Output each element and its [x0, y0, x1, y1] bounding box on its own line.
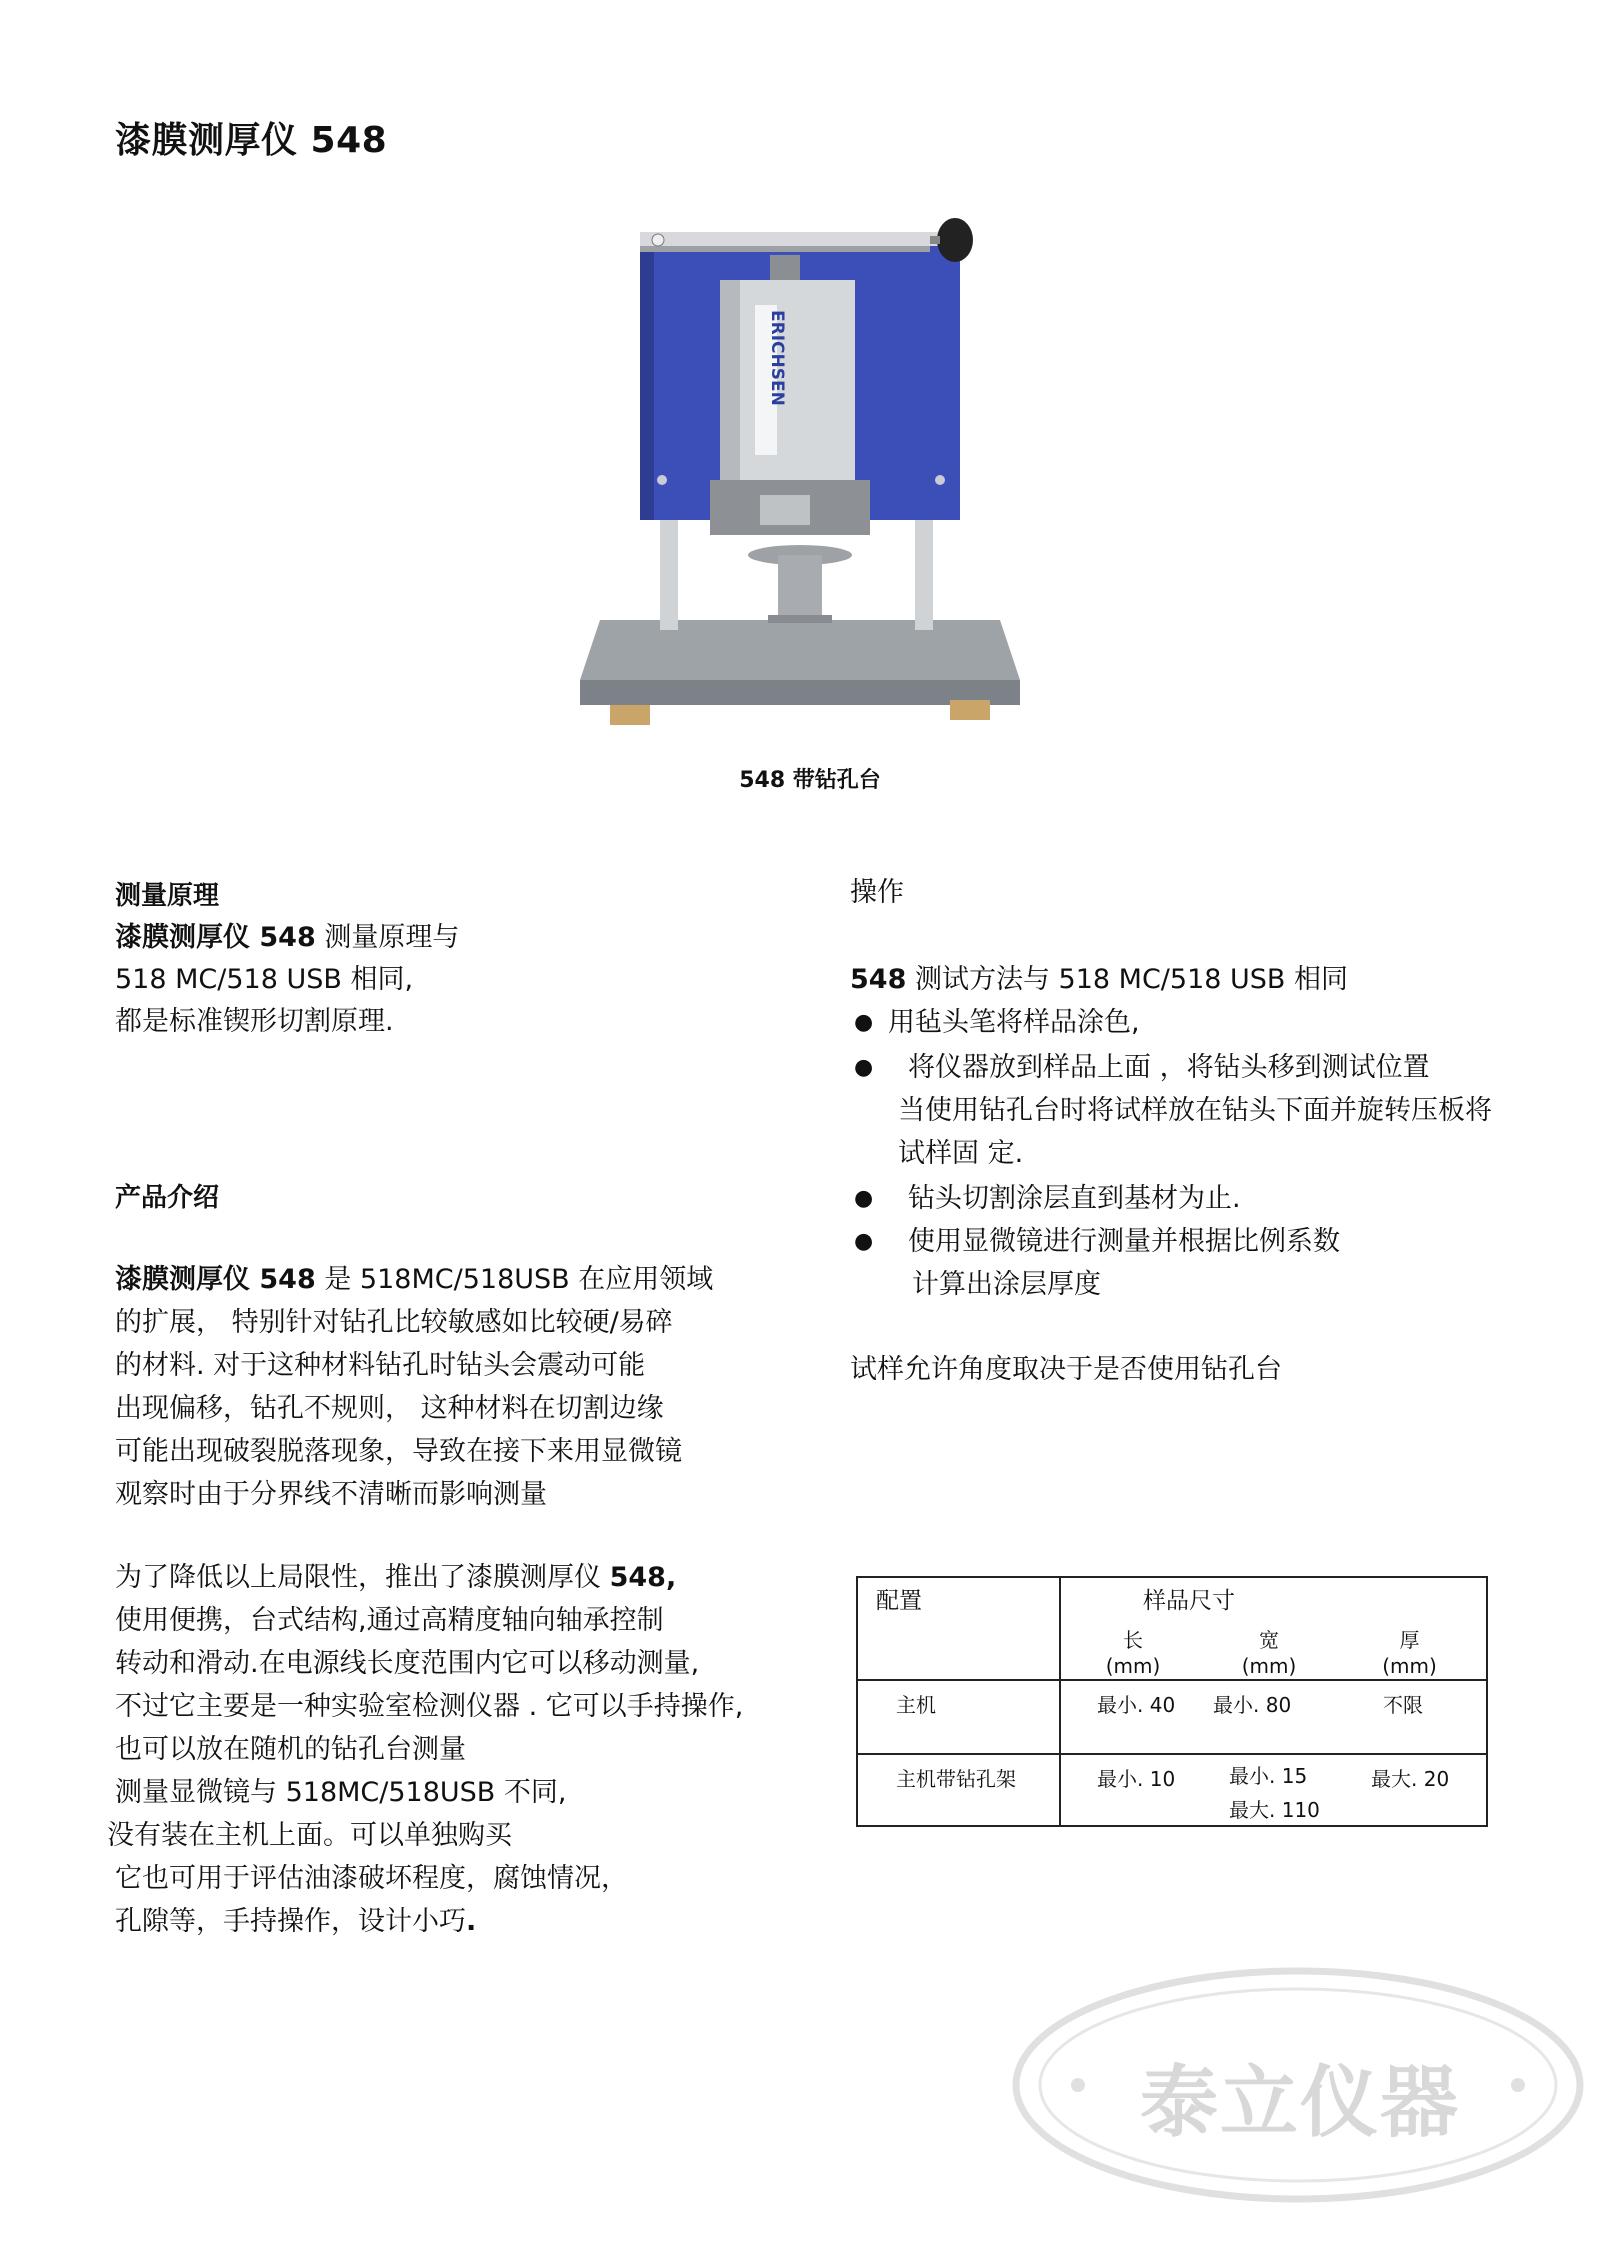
- principle-line: 518 MC/518 USB 相同,: [115, 964, 414, 995]
- header-length: [1060, 1627, 1205, 1680]
- para2-line: 它也可用于评估油漆破坏程度，腐蚀情况，: [115, 1863, 628, 1894]
- table-row: [857, 1680, 1487, 1754]
- operation-heading: 操作: [850, 877, 904, 908]
- para2-line: 测量显微镜与 518MC/518USB 不同,: [115, 1777, 567, 1808]
- header-sample-size: 样品尺寸: [1143, 1588, 1235, 1614]
- para2-line: [115, 1904, 476, 1940]
- intro-text: 是 518MC/518USB 在应用领域: [315, 1264, 714, 1295]
- row-config: 主机带钻孔架: [857, 1754, 1060, 1826]
- intro-line: 的扩展， 特别针对钻孔比较敏感如比较硬/易碎: [115, 1307, 673, 1338]
- intro-line: 的材料. 对于这种材料钻孔时钻头会震动可能: [115, 1350, 646, 1381]
- row-config: 主机: [857, 1680, 1060, 1754]
- width-label: 宽: [1259, 1628, 1279, 1652]
- bullet-text: 用毡头笔将样品涂色,: [888, 1007, 1140, 1038]
- bullet-dot: ●: [854, 1010, 874, 1035]
- intro-line: 观察时由于分界线不清晰而影响测量: [115, 1479, 547, 1510]
- bullet-text: 当使用钻孔台时将试样放在钻头下面并旋转压板将: [898, 1095, 1492, 1126]
- row-width: [1205, 1754, 1333, 1826]
- length-unit: (mm): [1105, 1654, 1161, 1678]
- para2-line: 没有装在主机上面。可以单独购买: [107, 1820, 512, 1851]
- para2-line: 转动和滑动.在电源线长度范围内它可以移动测量,: [115, 1648, 700, 1679]
- para2-bold: 548,: [609, 1562, 677, 1593]
- bullet-text: 计算出涂层厚度: [912, 1269, 1101, 1300]
- product-photo: [580, 210, 1020, 765]
- width-max: 最大. 110: [1229, 1798, 1320, 1822]
- intro-line: 可能出现破裂脱落现象，导致在接下来用显微镜: [115, 1436, 682, 1467]
- header-thickness: [1333, 1627, 1487, 1680]
- row-thickness: 最大. 20: [1371, 1767, 1450, 1791]
- bullet-dot: ●: [854, 1186, 874, 1211]
- intro-line: [115, 1262, 713, 1298]
- length-label: 长: [1123, 1628, 1143, 1652]
- row-width: 最小. 80: [1213, 1693, 1292, 1717]
- method-bold: 548: [850, 964, 907, 995]
- table-row: [857, 1754, 1487, 1826]
- principle-heading: 测量原理: [115, 881, 220, 911]
- intro-line: 出现偏移，钻孔不规则， 这种材料在切割边缘: [115, 1393, 664, 1424]
- row-length: 最小. 40: [1097, 1693, 1176, 1717]
- watermark-text: 泰立仪器: [1139, 2058, 1460, 2148]
- principle-text: 测量原理与: [315, 922, 460, 953]
- para2-line: 使用便携，台式结构,通过高精度轴向轴承控制: [115, 1605, 664, 1636]
- thickness-label: 厚: [1399, 1628, 1420, 1652]
- method-text: 测试方法与 518 MC/518 USB 相同: [906, 964, 1349, 995]
- header-empty: [857, 1627, 1060, 1680]
- page-title: 漆膜测厚仪 548: [115, 120, 388, 161]
- intro-heading: 产品介绍: [115, 1183, 220, 1213]
- spec-table: [856, 1576, 1488, 1827]
- principle-line: [115, 920, 459, 956]
- header-config: 配置: [857, 1577, 1060, 1627]
- thickness-unit: (mm): [1382, 1654, 1437, 1678]
- para2-text: 孔隙等，手持操作，设计小巧: [115, 1906, 466, 1937]
- bullet-dot: ●: [854, 1055, 874, 1080]
- figure-caption: 548 带钻孔台: [739, 768, 881, 793]
- width-unit: (mm): [1241, 1654, 1297, 1678]
- note-text: 试样允许角度取决于是否使用钻孔台: [850, 1354, 1282, 1385]
- para2-line: 不过它主要是一种实验室检测仪器 . 它可以手持操作,: [115, 1691, 744, 1722]
- width-min: 最小. 15: [1229, 1764, 1308, 1788]
- bullet-text: 将仪器放到样品上面 ，将钻头移到测试位置: [908, 1052, 1430, 1083]
- principle-bold: 漆膜测厚仪 548: [115, 922, 316, 953]
- bullet-dot: ●: [854, 1229, 874, 1254]
- para2-line: [115, 1560, 676, 1596]
- bullet-text: 试样固 定.: [898, 1138, 1024, 1169]
- intro-bold: 漆膜测厚仪 548: [115, 1264, 316, 1295]
- bullet-text: 使用显微镜进行测量并根据比例系数: [908, 1226, 1340, 1257]
- bullet-text: 钻头切割涂层直到基材为止.: [908, 1183, 1241, 1214]
- principle-line: 都是标准锲形切割原理.: [115, 1006, 394, 1037]
- row-length: 最小. 10: [1097, 1767, 1176, 1791]
- method-line: [850, 962, 1348, 998]
- header-width: [1205, 1627, 1333, 1680]
- brand-label: ERICHSEN: [767, 310, 787, 406]
- para2-bold: .: [466, 1906, 477, 1937]
- para2-line: 也可以放在随机的钻孔台测量: [115, 1734, 466, 1765]
- row-thickness: 不限: [1383, 1693, 1423, 1717]
- para2-text: 为了降低以上局限性，推出了漆膜测厚仪: [115, 1562, 610, 1593]
